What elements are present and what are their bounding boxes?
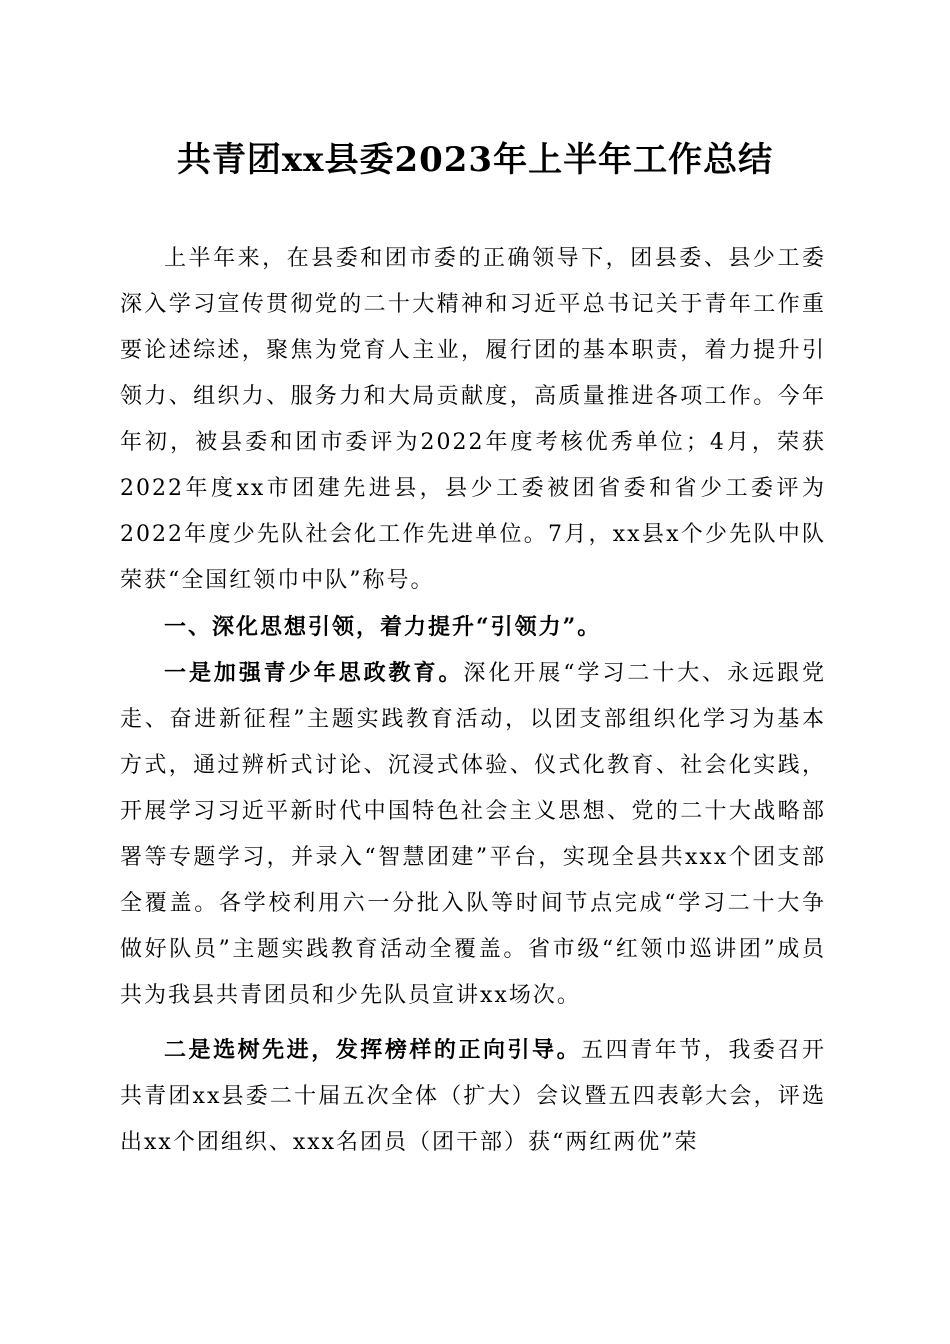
paragraph-item-2 (120, 1027, 826, 1166)
intro-paragraph: 上半年来，在县委和团市委的正确领导下，团县委、县少工委深入学习宣传贯彻党的二十大精神和习近平总书记关于青年工作重要论述综述，聚焦为党育人主业，履行团的基本职责，着力提升引领力、组织力、服务力和大局贡献度，高质量推进各项工作。今年年初，被县委和团市委评为2022年度考核优秀单位；4月，荣获2022年度xx市团建先进县，县少工委被团省委和省少工委评为2022年度少先队社会化工作先进单位。7月，xx县x个少先队中队荣获“全国红领巾中队”称号。 (120, 246, 826, 593)
item-1-text: 深化开展“学习二十大、永远跟党走、奋进新征程”主题实践教育活动，以团支部组织化学习为基本方式，通过辨析式讨论、沉浸式体验、仪式化教育、社会化实践，开展学习习近平新时代中国特色社会主义思想、党的二十大战略部署等专题学习，并录入“智慧团建”平台，实现全县共xxx个团支部全覆盖。各学校利用六一分批入队等时间节点完成“学习二十大争做好队员”主题实践教育活动全覆盖。省市级“红领巾巡讲团”成员共为我县共青团员和少先队员宣讲xx场次。 (120, 661, 826, 1008)
item-2-lead: 二是选树先进，发挥榜样的正向引导。 (164, 1037, 582, 1063)
item-1-lead: 一是加强青少年思政教育。 (164, 660, 464, 686)
paragraph-item-1 (120, 650, 826, 1019)
document-body (120, 236, 826, 1166)
section-heading: 一、深化思想引领，着力提升“引领力”。 (164, 614, 602, 640)
item-2-text: 五四青年节，我委召开共青团xx县委二十届五次全体（扩大）会议暨五四表彰大会，评选出xx个团组织、xxx名团员（团干部）获“两红两优”荣 (120, 1038, 826, 1155)
document-title: 共青团xx县委2023年上半年工作总结 (176, 140, 774, 180)
